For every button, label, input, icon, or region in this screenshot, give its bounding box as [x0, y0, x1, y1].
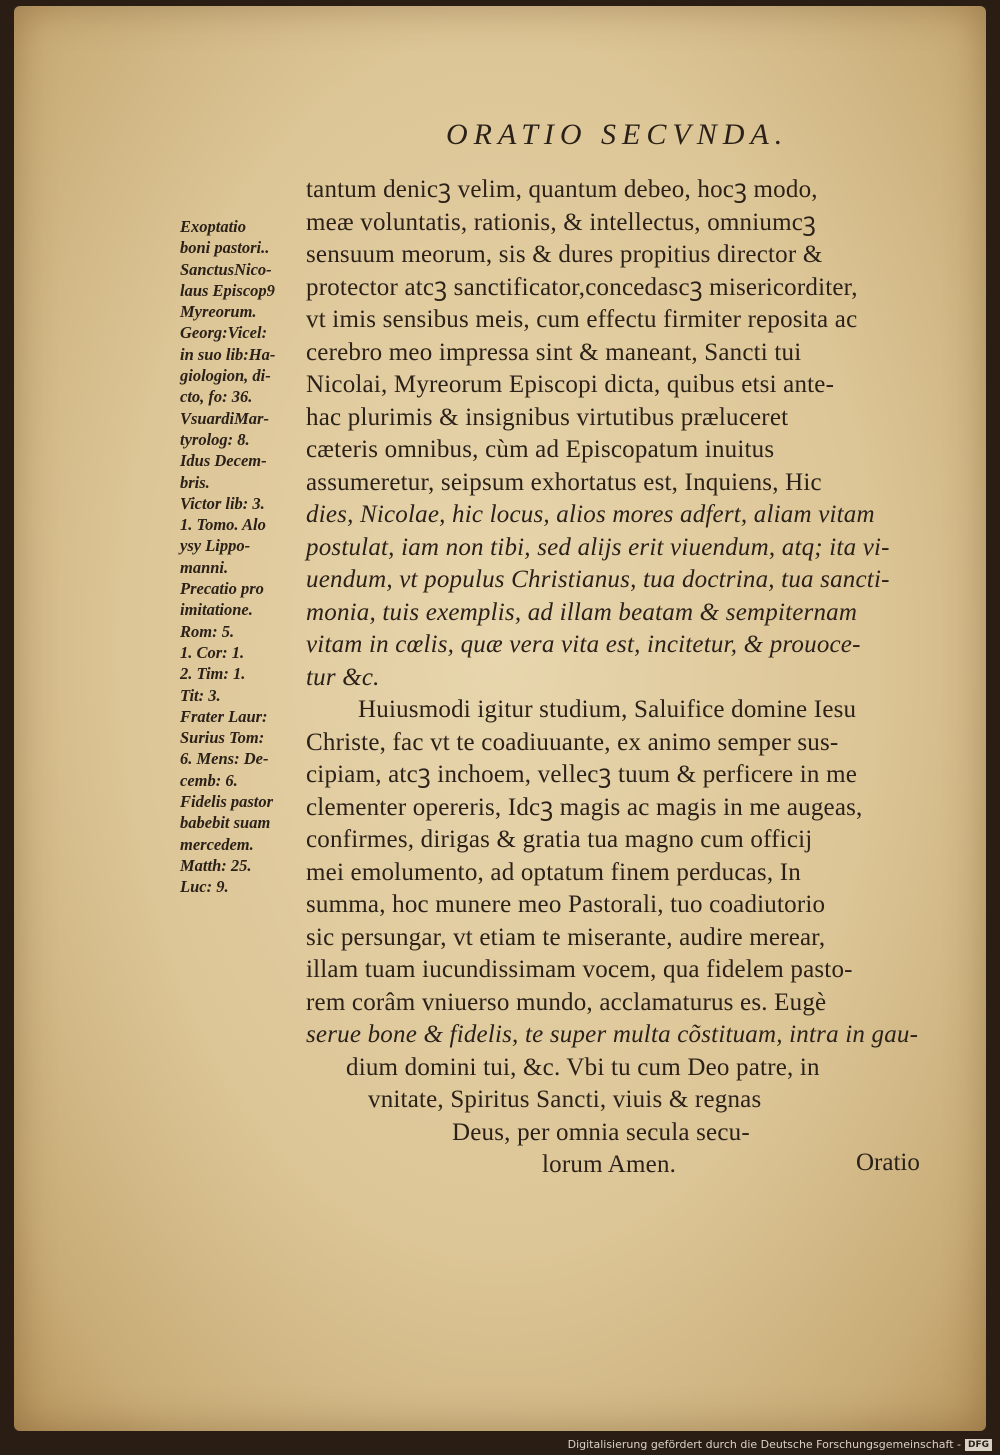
footer-text: Digitalisierung gefördert durch die Deutsche Forschungsgemeinschaft -	[567, 1438, 961, 1451]
text-line: sic persungar, vt etiam te miserante, audire merear,	[306, 923, 826, 951]
margin-note: 6. Mens: De-	[180, 749, 269, 769]
text-line: hac plurimis & insignibus virtutibus præluceret	[306, 403, 789, 431]
margin-note: Exoptatio	[180, 217, 247, 236]
margin-note: SanctusNico-	[180, 259, 272, 279]
margin-note: giologion, di-	[180, 366, 271, 386]
margin-note: laus Episcop9	[180, 280, 275, 300]
margin-note: Frater Laur:	[180, 706, 268, 726]
text-line: protector atcꝫ sanctificator,concedascꝫ misericorditer,	[306, 273, 858, 301]
text-line: lorum Amen.	[542, 1151, 677, 1178]
margin-note: Victor lib: 3.	[180, 493, 265, 513]
text-line: assumeretur, seipsum exhortatus est, Inquiens, Hic	[306, 468, 822, 496]
margin-note: babebit suam	[180, 813, 271, 833]
text-line: Huiusmodi igitur studium, Saluifice domine Iesu	[358, 696, 857, 723]
text-line: vitam in cœlis, quæ vera vita est, incitetur, & prouoce-	[306, 631, 861, 658]
margin-note: 1. Tomo. Alo	[180, 515, 266, 535]
body-text	[306, 174, 946, 1182]
margin-note: manni.	[180, 557, 229, 577]
margin-note: Georg:Vicel:	[180, 323, 268, 343]
margin-note: cemb: 6.	[180, 770, 238, 790]
digitization-footer	[568, 1438, 992, 1451]
margin-note: tyrolog: 8.	[180, 429, 250, 449]
text-line: meæ voluntatis, rationis, & intellectus, omniumcꝫ	[306, 208, 817, 236]
text-line: illam tuam iucundissimam vocem, qua fidelem pasto-	[306, 956, 853, 983]
text-line: sensuum meorum, sis & dures propitius director &	[306, 241, 823, 268]
text-line: dies, Nicolae, hic locus, alios mores adfert, aliam vitam	[306, 501, 875, 528]
text-line: tur &c.	[306, 663, 380, 691]
catchword: Oratio	[856, 1149, 920, 1176]
margin-note: cto, fo: 36.	[180, 387, 253, 407]
margin-note: bris.	[180, 472, 210, 492]
margin-note: Rom: 5.	[180, 621, 235, 641]
book-page	[14, 6, 986, 1431]
text-line: cæteris omnibus, cùm ad Episcopatum inuitus	[306, 436, 775, 463]
dfg-logo-icon: DFG	[965, 1439, 992, 1451]
text-line: cipiam, atcꝫ inchoem, vellecꝫ tuum & perficere in me	[306, 761, 858, 788]
margin-notes	[180, 216, 304, 898]
text-line: Deus, per omnia secula secu-	[452, 1118, 750, 1146]
text-line: dium domini tui, &c. Vbi tu cum Deo patre, in	[346, 1053, 820, 1081]
text-line: cerebro meo impressa sint & maneant, Sancti tui	[306, 338, 802, 366]
running-head: ORATIO SECVNDA.	[446, 118, 789, 151]
margin-note: 2. Tim: 1.	[180, 664, 246, 684]
margin-note: ysy Lippo-	[180, 536, 251, 556]
margin-note: mercedem.	[180, 834, 254, 854]
margin-note: imitatione.	[180, 600, 253, 620]
text-line: Nicolai, Myreorum Episcopi dicta, quibus etsi ante-	[306, 371, 835, 398]
text-line: clementer opereris, Idcꝫ magis ac magis in me augeas,	[306, 793, 863, 821]
text-line: Christe, fac vt te coadiuuante, ex animo semper sus-	[306, 728, 839, 756]
text-line: mei emolumento, ad optatum finem perducas, In	[306, 858, 801, 886]
text-line: monia, tuis exemplis, ad illam beatam & sempiternam	[306, 598, 858, 626]
margin-note: Matth: 25.	[180, 855, 252, 875]
margin-note: VsuardiMar-	[180, 408, 269, 428]
margin-note: Myreorum.	[180, 302, 257, 322]
margin-note: boni pastori..	[180, 238, 270, 258]
text-line: summa, hoc munere meo Pastorali, tuo coadiutorio	[306, 891, 826, 918]
text-line: vnitate, Spiritus Sancti, viuis & regnas	[368, 1086, 762, 1113]
text-line: postulat, iam non tibi, sed alijs erit viuendum, atq; ita vi-	[306, 533, 890, 561]
text-line: serue bone & fidelis, te super multa cõstituam, intra in gau-	[306, 1021, 919, 1048]
margin-note: Idus Decem-	[180, 451, 267, 471]
text-line: confirmes, dirigas & gratia tua magno cum officij	[306, 826, 813, 853]
text-line: tantum denicꝫ velim, quantum debeo, hocꝫ modo,	[306, 176, 818, 203]
text-line: uendum, vt populus Christianus, tua doctrina, tua sancti-	[306, 566, 890, 593]
margin-note: in suo lib:Ha-	[180, 344, 276, 364]
margin-note: 1. Cor: 1.	[180, 642, 245, 662]
margin-note: Precatio pro	[180, 579, 264, 599]
margin-note: Surius Tom:	[180, 728, 265, 748]
margin-note: Fidelis pastor	[180, 792, 274, 812]
text-line: vt imis sensibus meis, cum effectu firmiter reposita ac	[306, 306, 858, 333]
margin-note: Luc: 9.	[180, 877, 229, 897]
text-line: rem corâm vniuerso mundo, acclamaturus es. Eugè	[306, 988, 827, 1016]
margin-note: Tit: 3.	[180, 685, 221, 705]
